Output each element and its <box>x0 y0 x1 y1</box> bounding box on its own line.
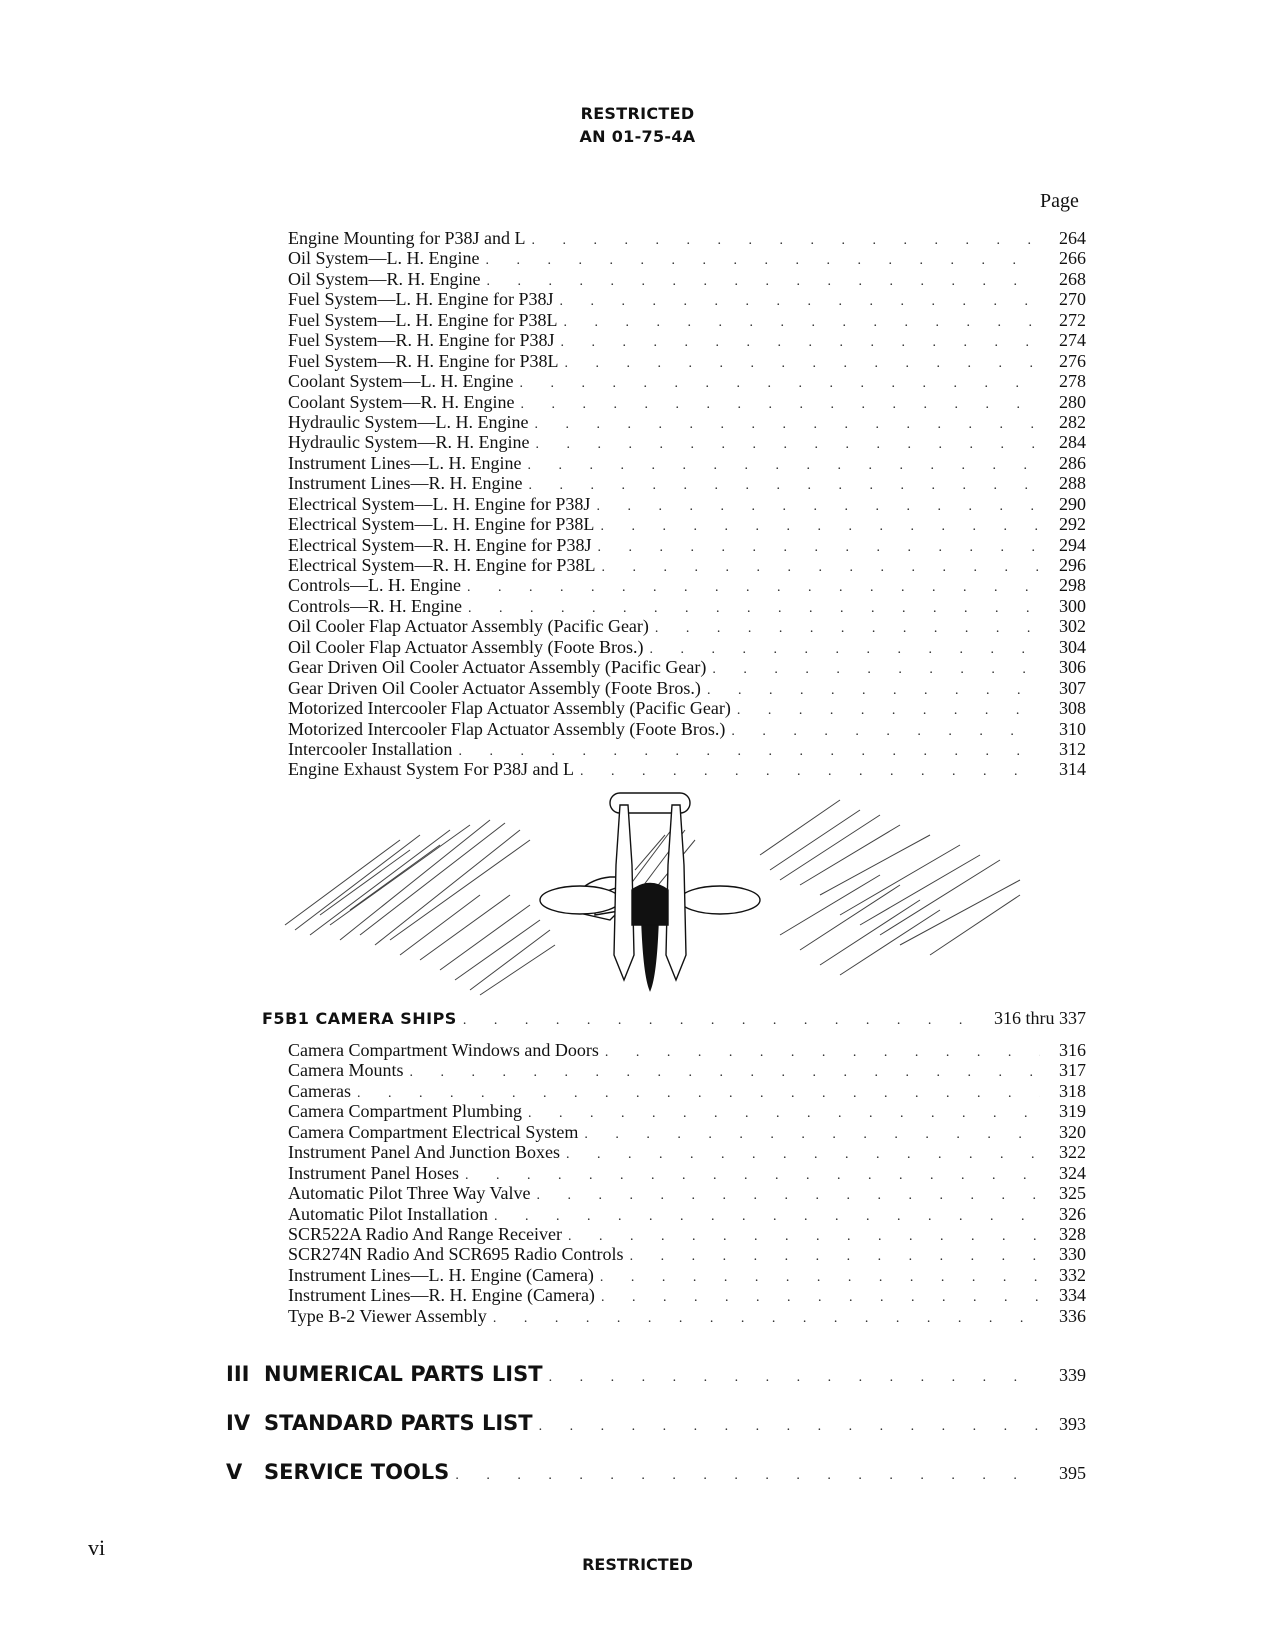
toc-entry-page: 330 <box>1040 1244 1086 1264</box>
toc-entry-page: 294 <box>1040 535 1086 555</box>
toc-entry-page: 268 <box>1040 269 1086 289</box>
toc-entry-title: Engine Mounting for P38J and L <box>288 228 531 248</box>
major-section-iv <box>226 1406 1086 1440</box>
dot-leader <box>493 1309 1040 1329</box>
toc-entry-page: 292 <box>1040 514 1086 534</box>
toc-entry <box>288 514 1086 534</box>
toc-entry-page: 320 <box>1040 1122 1086 1142</box>
toc-entry-title: Camera Compartment Plumbing <box>288 1101 528 1121</box>
toc-entry-title: Automatic Pilot Installation <box>288 1204 494 1224</box>
toc-entry <box>288 1101 1086 1121</box>
toc-entry <box>288 432 1086 452</box>
toc-entry-title: Oil System—R. H. Engine <box>288 269 487 289</box>
toc-entry-title: Gear Driven Oil Cooler Actuator Assembly (Pacific Gear) <box>288 657 712 677</box>
classification-footer: RESTRICTED <box>582 1555 693 1574</box>
toc-entry-page: 306 <box>1040 657 1086 677</box>
toc-entry-page: 322 <box>1040 1142 1086 1162</box>
toc-entry-page: 307 <box>1040 678 1086 698</box>
section-number: V <box>226 1460 243 1484</box>
toc-entry-title: Instrument Panel Hoses <box>288 1163 465 1183</box>
major-section-iii <box>226 1357 1086 1391</box>
toc-entry <box>288 739 1086 759</box>
camera-toc-list <box>288 1040 1086 1326</box>
toc-entry-title: Instrument Lines—L. H. Engine <box>288 453 527 473</box>
toc-entry <box>288 494 1086 514</box>
toc-entry-title: Oil System—L. H. Engine <box>288 248 486 268</box>
toc-entry-title: Oil Cooler Flap Actuator Assembly (Pacific Gear) <box>288 616 655 636</box>
toc-entry <box>288 637 1086 657</box>
speed-streaks-center <box>630 825 695 895</box>
toc-entry-title: Hydraulic System—L. H. Engine <box>288 412 534 432</box>
toc-entry-page: 318 <box>1040 1081 1086 1101</box>
toc-entry <box>288 596 1086 616</box>
toc-entry-title: Oil Cooler Flap Actuator Assembly (Foote Bros.) <box>288 637 649 657</box>
toc-entry <box>288 351 1086 371</box>
toc-entry <box>288 759 1086 779</box>
toc-entry-title: Fuel System—L. H. Engine for P38L <box>288 310 563 330</box>
toc-entry-title: Electrical System—L. H. Engine for P38J <box>288 494 596 514</box>
section-number: IV <box>226 1411 251 1435</box>
toc-entry-page: 272 <box>1040 310 1086 330</box>
toc-entry-title: SCR522A Radio And Range Receiver <box>288 1224 568 1244</box>
section-title: SERVICE TOOLS <box>264 1455 455 1489</box>
toc-entry-title: Instrument Panel And Junction Boxes <box>288 1142 566 1162</box>
toc-entry <box>288 657 1086 677</box>
toc-entry <box>288 412 1086 432</box>
camera-ships-page-range: 316 thru 337 <box>976 1006 1086 1030</box>
major-section-v <box>226 1455 1086 1489</box>
toc-entry-page: 278 <box>1040 371 1086 391</box>
toc-entry-page: 274 <box>1040 330 1086 350</box>
dot-leader <box>549 1361 1040 1395</box>
toc-entry-page: 290 <box>1040 494 1086 514</box>
toc-entry-page: 296 <box>1040 555 1086 575</box>
toc-entry <box>288 1060 1086 1080</box>
toc-entry-title: Instrument Lines—R. H. Engine <box>288 473 528 493</box>
toc-entry <box>288 330 1086 350</box>
toc-entry-title: Motorized Intercooler Flap Actuator Assembly (Pacific Gear) <box>288 698 737 718</box>
toc-entry <box>288 289 1086 309</box>
toc-entry-title: Fuel System—R. H. Engine for P38J <box>288 330 561 350</box>
toc-entry-page: 286 <box>1040 453 1086 473</box>
toc-entry-page: 280 <box>1040 392 1086 412</box>
camera-ships-section-heading <box>262 1006 1086 1030</box>
aircraft <box>540 793 760 990</box>
section-title: STANDARD PARTS LIST <box>264 1406 539 1440</box>
toc-entry-title: Electrical System—L. H. Engine for P38L <box>288 514 600 534</box>
toc-entry <box>288 1081 1086 1101</box>
toc-entry-title: Camera Compartment Windows and Doors <box>288 1040 605 1060</box>
toc-entry <box>288 555 1086 575</box>
section-number: III <box>226 1362 250 1386</box>
dot-leader <box>539 1410 1040 1444</box>
toc-entry-page: 314 <box>1040 759 1086 779</box>
toc-entry-title: Fuel System—L. H. Engine for P38J <box>288 289 560 309</box>
p38-aircraft-illustration <box>280 785 1040 1000</box>
toc-entry-title: Type B-2 Viewer Assembly <box>288 1306 493 1326</box>
toc-entry <box>288 575 1086 595</box>
toc-entry-page: 298 <box>1040 575 1086 595</box>
toc-entry-title: Cameras <box>288 1081 357 1101</box>
toc-entry <box>288 1285 1086 1305</box>
toc-entry <box>288 1244 1086 1264</box>
toc-entry-page: 300 <box>1040 596 1086 616</box>
document-number: AN 01-75-4A <box>579 127 696 146</box>
toc-entry-title: Camera Compartment Electrical System <box>288 1122 584 1142</box>
dot-leader <box>463 1009 976 1033</box>
section-page: 339 <box>1040 1358 1086 1392</box>
camera-ships-title: F5B1 CAMERA SHIPS <box>262 1007 463 1031</box>
toc-entry-title: Coolant System—R. H. Engine <box>288 392 521 412</box>
toc-entry-page: 317 <box>1040 1060 1086 1080</box>
toc-entry-page: 328 <box>1040 1224 1086 1244</box>
toc-entry <box>288 1040 1086 1060</box>
toc-entry-title: Hydraulic System—R. H. Engine <box>288 432 535 452</box>
toc-entry-title: Instrument Lines—R. H. Engine (Camera) <box>288 1285 601 1305</box>
toc-entry-page: 326 <box>1040 1204 1086 1224</box>
toc-entry <box>288 698 1086 718</box>
toc-entry-title: SCR274N Radio And SCR695 Radio Controls <box>288 1244 630 1264</box>
toc-entry <box>288 1142 1086 1162</box>
toc-entry-page: 316 <box>1040 1040 1086 1060</box>
toc-entry-page: 324 <box>1040 1163 1086 1183</box>
section-page: 395 <box>1040 1456 1086 1490</box>
toc-entry <box>288 719 1086 739</box>
toc-entry-page: 325 <box>1040 1183 1086 1203</box>
toc-entry-page: 336 <box>1040 1306 1086 1326</box>
toc-entry-page: 312 <box>1040 739 1086 759</box>
toc-entry <box>288 473 1086 493</box>
toc-entry-title: Coolant System—L. H. Engine <box>288 371 519 391</box>
toc-entry <box>288 371 1086 391</box>
toc-entry-title: Motorized Intercooler Flap Actuator Assembly (Foote Bros.) <box>288 719 731 739</box>
toc-entry-page: 276 <box>1040 351 1086 371</box>
toc-entry-page: 264 <box>1040 228 1086 248</box>
toc-entry-title: Intercooler Installation <box>288 739 458 759</box>
toc-entry-title: Gear Driven Oil Cooler Actuator Assembly (Foote Bros.) <box>288 678 707 698</box>
toc-entry-page: 266 <box>1040 248 1086 268</box>
toc-entry <box>288 1224 1086 1244</box>
toc-entry-page: 332 <box>1040 1265 1086 1285</box>
toc-entry-title: Controls—L. H. Engine <box>288 575 467 595</box>
toc-entry <box>288 616 1086 636</box>
toc-entry <box>288 1183 1086 1203</box>
toc-entry-title: Electrical System—R. H. Engine for P38J <box>288 535 597 555</box>
toc-entry <box>288 248 1086 268</box>
toc-entry <box>288 228 1086 248</box>
toc-entry <box>288 1265 1086 1285</box>
dot-leader <box>455 1459 1040 1493</box>
toc-entry-title: Electrical System—R. H. Engine for P38L <box>288 555 601 575</box>
toc-entry-page: 270 <box>1040 289 1086 309</box>
toc-entry-page: 302 <box>1040 616 1086 636</box>
toc-entry <box>288 1306 1086 1326</box>
toc-entry <box>288 392 1086 412</box>
section-title: NUMERICAL PARTS LIST <box>264 1357 549 1391</box>
toc-entry <box>288 453 1086 473</box>
toc-entry-page: 334 <box>1040 1285 1086 1305</box>
toc-entry-page: 319 <box>1040 1101 1086 1121</box>
speed-streaks-right <box>760 800 1020 975</box>
toc-entry-title: Camera Mounts <box>288 1060 409 1080</box>
dot-leader <box>580 762 1040 782</box>
toc-entry <box>288 535 1086 555</box>
toc-entry-page: 288 <box>1040 473 1086 493</box>
speed-streaks-left <box>285 820 555 995</box>
toc-entry-page: 282 <box>1040 412 1086 432</box>
toc-entry-title: Engine Exhaust System For P38J and L <box>288 759 580 779</box>
toc-entry <box>288 310 1086 330</box>
section-page: 393 <box>1040 1407 1086 1441</box>
page-column-label: Page <box>1040 190 1079 212</box>
toc-entry-page: 310 <box>1040 719 1086 739</box>
engine-toc-list <box>288 228 1086 780</box>
toc-entry <box>288 678 1086 698</box>
toc-entry <box>288 269 1086 289</box>
toc-entry-title: Fuel System—R. H. Engine for P38L <box>288 351 565 371</box>
toc-entry <box>288 1163 1086 1183</box>
toc-entry-title: Automatic Pilot Three Way Valve <box>288 1183 537 1203</box>
classification-header: RESTRICTED <box>580 104 695 123</box>
toc-entry <box>288 1204 1086 1224</box>
toc-entry-page: 284 <box>1040 432 1086 452</box>
toc-entry-page: 308 <box>1040 698 1086 718</box>
toc-entry-title: Instrument Lines—L. H. Engine (Camera) <box>288 1265 600 1285</box>
toc-entry-title: Controls—R. H. Engine <box>288 596 468 616</box>
toc-entry <box>288 1122 1086 1142</box>
toc-entry-page: 304 <box>1040 637 1086 657</box>
page-folio: vi <box>88 1535 106 1560</box>
